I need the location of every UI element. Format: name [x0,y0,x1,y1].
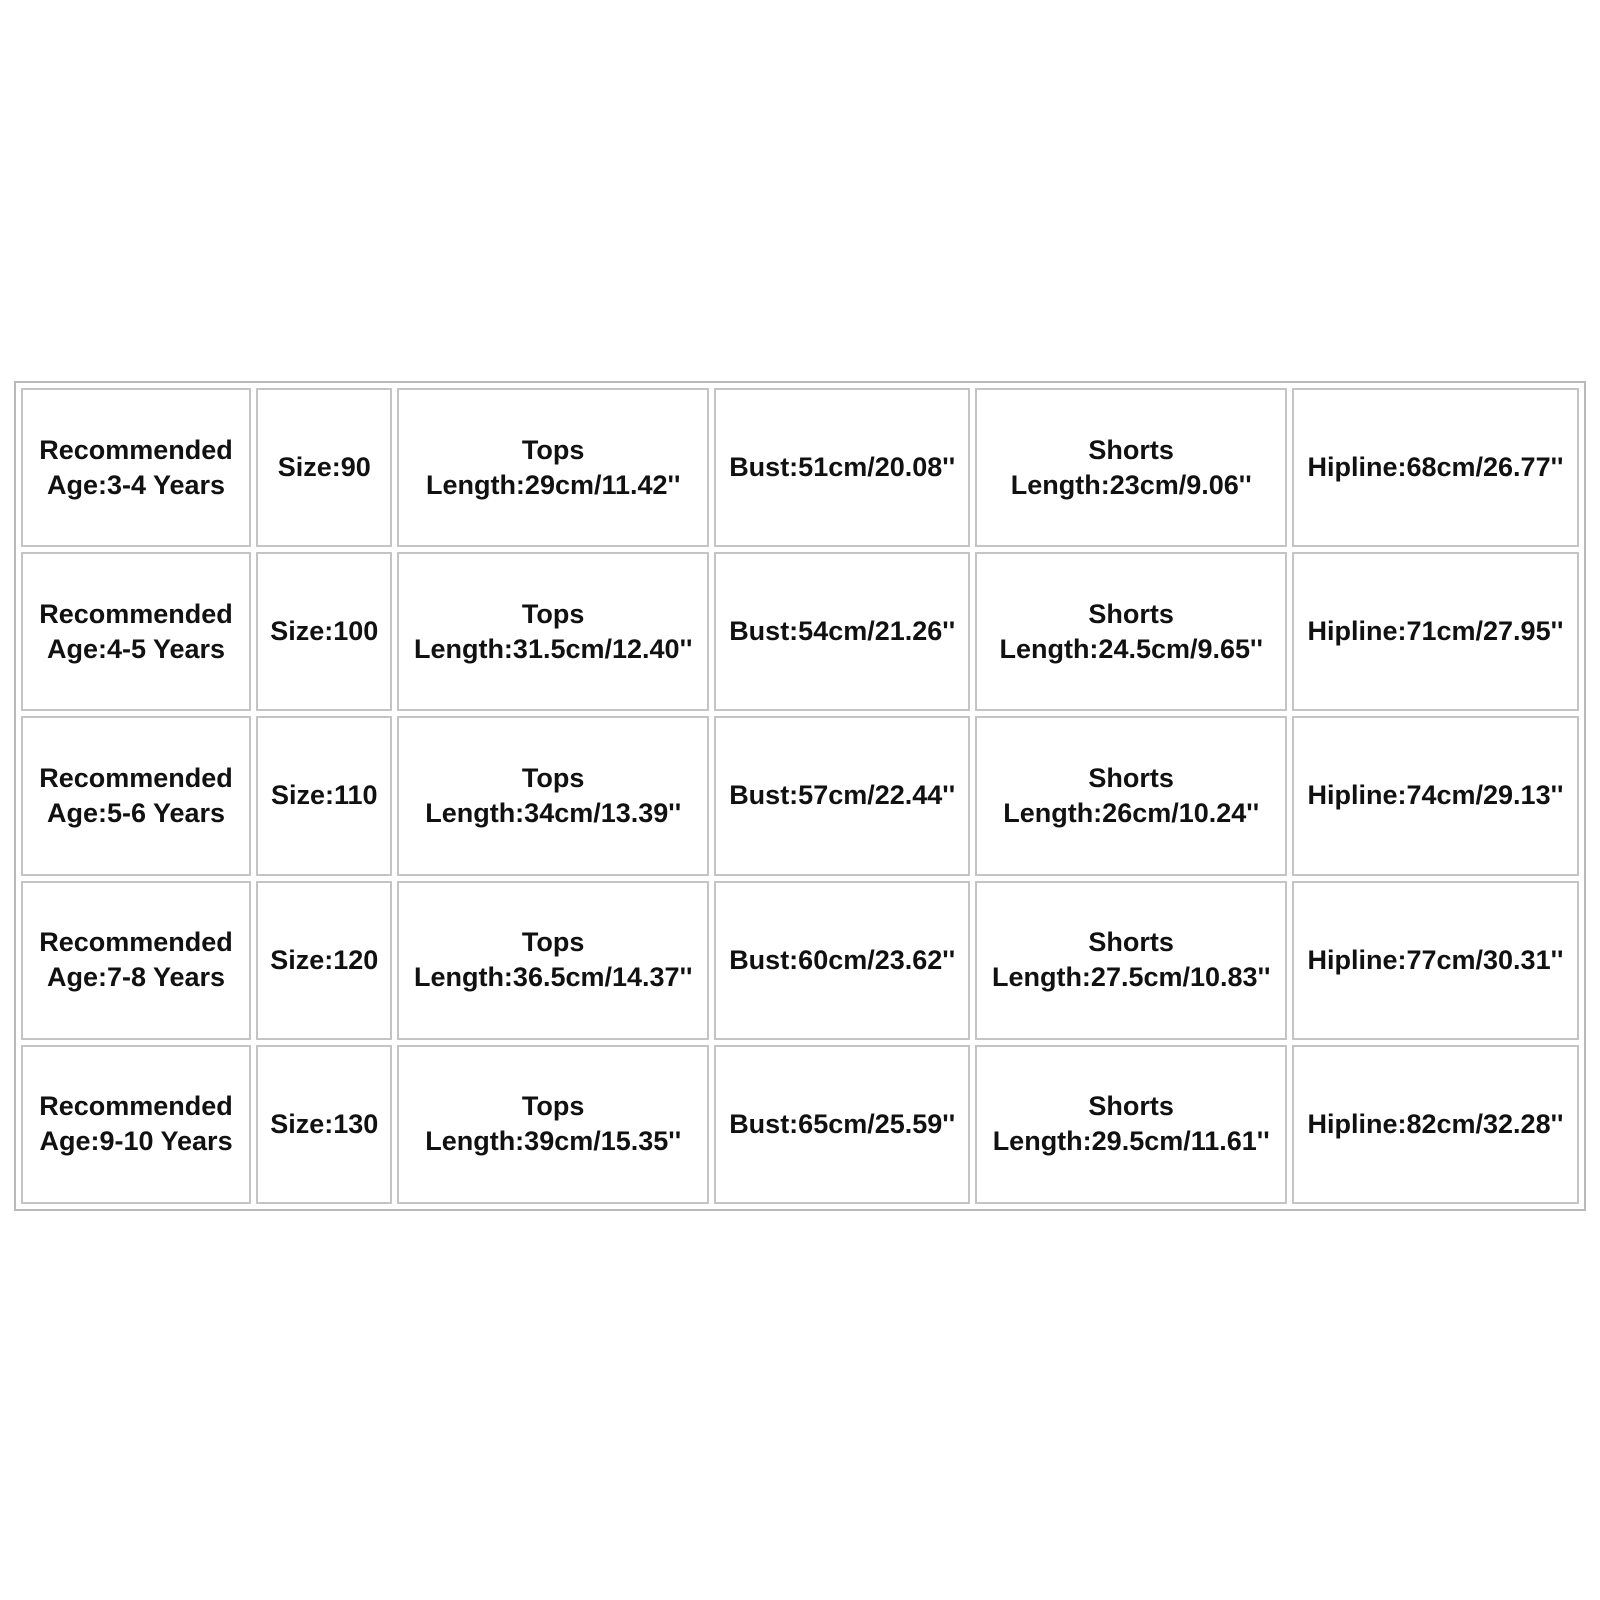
table-row [21,388,1579,547]
size-cell: Size:130 [256,1045,392,1204]
hipline-cell: Hipline:71cm/27.95'' [1292,552,1579,711]
bust-cell: Bust:57cm/22.44'' [714,716,971,875]
bust-cell: Bust:60cm/23.62'' [714,881,971,1040]
hipline-cell: Hipline:74cm/29.13'' [1292,716,1579,875]
size-cell: Size:120 [256,881,392,1040]
size-cell: Size:110 [256,716,392,875]
shorts-cell [975,1045,1286,1204]
hipline-cell: Hipline:77cm/30.31'' [1292,881,1579,1040]
tops-length: Length:36.5cm/14.37'' [413,962,693,993]
bust-cell: Bust:51cm/20.08'' [714,388,971,547]
shorts-cell [975,716,1286,875]
age-range: Age:3-4 Years [46,469,226,500]
shorts-length: Length:29.5cm/11.61'' [992,1126,1270,1157]
shorts-cell [975,388,1286,547]
age-cell [21,1045,251,1204]
tops-length: Length:34cm/13.39'' [425,797,682,828]
tops-cell [397,388,708,547]
tops-cell [397,881,708,1040]
shorts-label: Shorts [1088,598,1174,629]
table-row [21,1045,1579,1204]
age-range: Age:4-5 Years [46,633,226,664]
size-cell: Size:100 [256,552,392,711]
tops-length: Length:29cm/11.42'' [425,469,681,500]
bust-cell: Bust:54cm/21.26'' [714,552,971,711]
shorts-cell [975,881,1286,1040]
tops-cell [397,716,708,875]
tops-length: Length:39cm/15.35'' [425,1126,682,1157]
tops-length: Length:31.5cm/12.40'' [413,633,693,664]
table-row [21,716,1579,875]
age-cell [21,552,251,711]
shorts-length: Length:23cm/9.06'' [1010,469,1252,500]
hipline-cell: Hipline:68cm/26.77'' [1292,388,1579,547]
age-cell [21,881,251,1040]
tops-cell [397,1045,708,1204]
age-range: Age:5-6 Years [46,797,226,828]
tops-label: Tops [521,927,585,958]
tops-label: Tops [521,434,585,465]
shorts-label: Shorts [1088,1091,1174,1122]
shorts-cell [975,552,1286,711]
size-table [16,383,1584,1209]
shorts-length: Length:24.5cm/9.65'' [999,633,1263,664]
tops-label: Tops [521,598,585,629]
shorts-label: Shorts [1088,762,1174,793]
bust-cell: Bust:65cm/25.59'' [714,1045,971,1204]
table-row [21,881,1579,1040]
age-label: Recommended [39,762,233,793]
hipline-cell: Hipline:82cm/32.28'' [1292,1045,1579,1204]
age-range: Age:7-8 Years [46,962,226,993]
shorts-length: Length:27.5cm/10.83'' [991,962,1271,993]
shorts-length: Length:26cm/10.24'' [1003,797,1260,828]
table-row [21,552,1579,711]
size-cell: Size:90 [256,388,392,547]
age-cell [21,716,251,875]
shorts-label: Shorts [1088,434,1174,465]
age-cell [21,388,251,547]
tops-label: Tops [521,1091,585,1122]
tops-label: Tops [521,762,585,793]
age-label: Recommended [39,1091,233,1122]
age-label: Recommended [39,598,233,629]
size-chart [14,381,1586,1211]
shorts-label: Shorts [1088,927,1174,958]
age-label: Recommended [39,927,233,958]
tops-cell [397,552,708,711]
age-range: Age:9-10 Years [39,1126,233,1157]
age-label: Recommended [39,434,233,465]
